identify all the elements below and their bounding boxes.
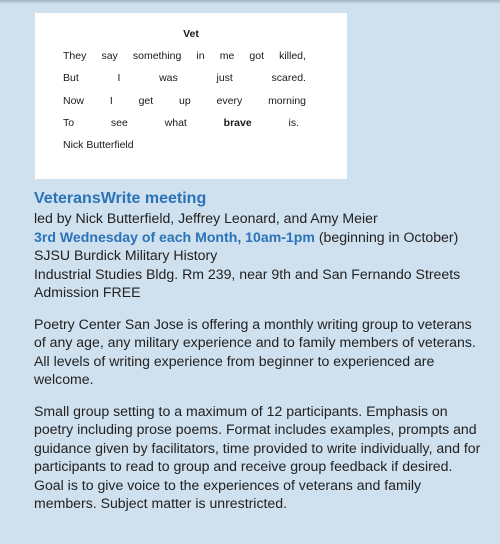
paragraph-intro: Poetry Center San Jose is offering a monthly writing group to veterans of any age, any military experience and to family members of veterans. All levels of writing experience from beginner to experienced are welcome.	[34, 315, 476, 387]
poem-word: what	[164, 117, 187, 129]
poem-line-2	[63, 72, 306, 84]
event-schedule	[34, 228, 484, 247]
poem-word: But	[63, 72, 79, 84]
poem-word: got	[249, 50, 264, 62]
poem-word: I	[117, 72, 121, 84]
poem-word: morning	[268, 95, 306, 107]
poem-line-1	[63, 50, 306, 62]
event-content	[34, 189, 484, 513]
poem-author: Nick Butterfield	[63, 139, 134, 151]
schedule-note: (beginning in October)	[314, 228, 459, 245]
event-admission: Admission FREE	[34, 284, 141, 300]
poem-word: in	[196, 50, 205, 62]
poem-word: I	[109, 95, 113, 107]
poem-word: killed,	[279, 50, 306, 62]
poem-word: Now	[63, 95, 85, 107]
poem-word: see	[110, 117, 128, 129]
event-location-line-2: Industrial Studies Bldg. Rm 239, near 9th and San Fernando Streets	[34, 265, 461, 282]
poem-word: something	[132, 50, 182, 62]
event-title: VeteransWrite meeting	[34, 190, 207, 207]
poem-word: every	[216, 95, 243, 107]
poem-word: was	[159, 72, 178, 84]
event-leaders: led by Nick Butterfield, Jeffrey Leonard, and Amy Meier	[34, 210, 378, 226]
poem-word: me	[219, 50, 235, 62]
poem-word: up	[179, 95, 191, 107]
poem-image	[35, 13, 347, 179]
poem-word: get	[138, 95, 154, 107]
poem-word: just	[216, 72, 233, 84]
poem-line-4	[63, 117, 299, 129]
poem-word: They	[63, 50, 87, 62]
poem-word: is.	[288, 117, 299, 129]
paragraph-details: Small group setting to a maximum of 12 participants. Emphasis on poetry including prose poems. Format includes examples, prompts and guidance given by facilitators, time provided to write individually, and for participants to read to group and receive group feedback if desired. Goal is to give voice to the experiences of veterans and family members. Subject matter is unrestricted.	[34, 402, 481, 511]
event-location-line-1: SJSU Burdick Military History	[34, 247, 218, 263]
poem-line-3	[63, 95, 306, 107]
poem-word-emphasis: brave	[223, 117, 252, 129]
poem-word: To	[63, 117, 75, 129]
top-edge-shadow	[0, 0, 500, 4]
schedule-highlight: 3rd Wednesday of each Month, 10am-1pm	[34, 228, 315, 245]
poem-title: Vet	[183, 28, 199, 40]
poem-word: say	[101, 50, 118, 62]
poem-word: scared.	[271, 72, 306, 84]
